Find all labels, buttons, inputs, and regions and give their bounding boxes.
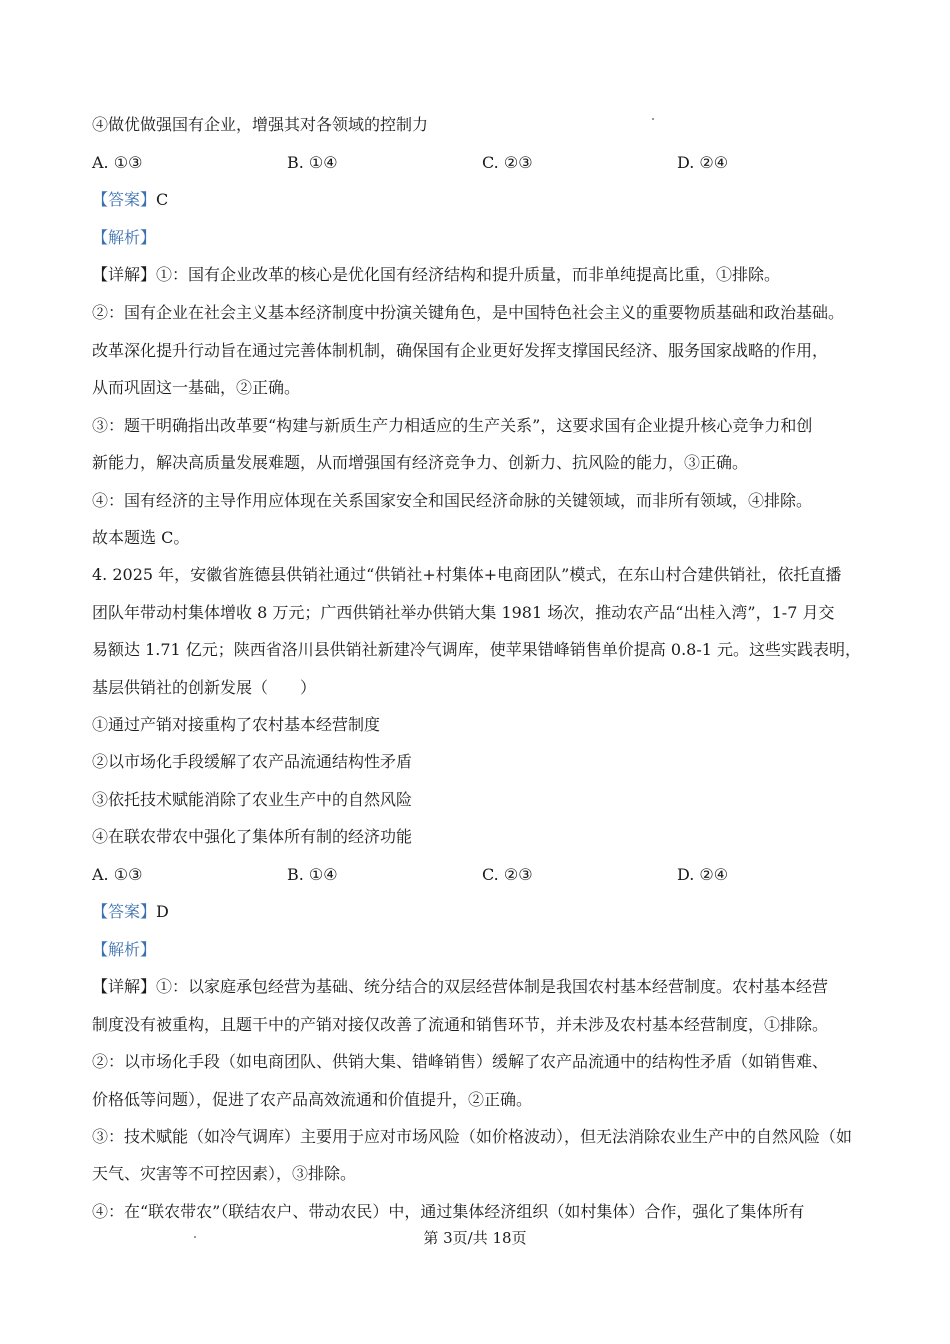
- q4-choice-b: B. ①④: [287, 865, 338, 884]
- speck-mark: [652, 118, 654, 120]
- speck-mark: [194, 1236, 196, 1238]
- detail-text: ①：国有企业改革的核心是优化国有经济结构和提升质量，而非单纯提高比重，①排除。: [156, 265, 781, 284]
- q4-stem-line: 基层供销社的创新发展（ ）: [92, 678, 317, 697]
- q4-stem-line: 团队年带动村集体增收 8 万元；广西供销社举办供销大集 1981 场次，推动农产品“出桂入湾”，1-7 月交: [92, 603, 835, 622]
- q3-detail-line: ②：国有企业在社会主义基本经济制度中扮演关键角色，是中国特色社会主义的重要物质基础和政治基础。: [92, 303, 845, 322]
- q4-choice-d: D. ②④: [677, 865, 729, 884]
- q3-analysis-label: 【解析】: [92, 228, 157, 247]
- q3-conclusion: 故本题选 C。: [92, 528, 190, 547]
- q4-choice-a: A. ①③: [92, 865, 143, 884]
- q4-detail-line: [92, 977, 828, 997]
- q3-detail-line: ④：国有经济的主导作用应体现在关系国家安全和国民经济命脉的关键领域，而非所有领域，④排除。: [92, 491, 813, 510]
- detail-label: 【详解】: [92, 265, 157, 284]
- q3-detail-line: 新能力，解决高质量发展难题，从而增强国有经济竞争力、创新力、抗风险的能力，③正确。: [92, 453, 749, 472]
- q3-answer: [92, 190, 168, 210]
- detail-label: 【详解】: [92, 977, 157, 996]
- page-footer: 第 3页/共 18页: [423, 1229, 527, 1247]
- q4-option-4: ④在联农带农中强化了集体所有制的经济功能: [92, 827, 413, 846]
- answer-value: D: [156, 902, 169, 921]
- q4-detail-line: ③：技术赋能（如冷气调库）主要用于应对市场风险（如价格波动），但无法消除农业生产中的自然风险（如: [92, 1127, 853, 1146]
- q4-answer: [92, 902, 169, 922]
- q4-option-3: ③依托技术赋能消除了农业生产中的自然风险: [92, 790, 413, 809]
- q3-choice-c: C. ②③: [482, 153, 533, 172]
- q4-detail-line: 天气、灾害等不可控因素），③排除。: [92, 1164, 357, 1183]
- detail-text: ①：以家庭承包经营为基础、统分结合的双层经营体制是我国农村基本经营制度。农村基本经营: [156, 977, 829, 996]
- q4-option-1: ①通过产销对接重构了农村基本经营制度: [92, 715, 381, 734]
- q4-detail-line: ④：在“联农带农”（联结农户、带动农民）中，通过集体经济组织（如村集体）合作，强化了集体所有: [92, 1202, 805, 1221]
- q3-detail-line: ③：题干明确指出改革要“构建与新质生产力相适应的生产关系”，这要求国有企业提升核心竞争力和创: [92, 416, 813, 435]
- q3-choice-d: D. ②④: [677, 153, 729, 172]
- q4-stem-line: 易额达 1.71 亿元；陕西省洛川县供销社新建冷气调库，使苹果错峰销售单价提高 0.8-1 元。这些实践表明，: [92, 640, 862, 659]
- q3-detail-line: 改革深化提升行动旨在通过完善体制机制，确保国有企业更好发挥支撑国民经济、服务国家战略的作用，: [92, 341, 829, 360]
- answer-label: 【答案】: [92, 902, 157, 921]
- q3-option-4: ④做优做强国有企业，增强其对各领域的控制力: [92, 115, 429, 134]
- answer-label: 【答案】: [92, 190, 157, 209]
- q3-choice-a: A. ①③: [92, 153, 143, 172]
- q4-detail-line: ②：以市场化手段（如电商团队、供销大集、错峰销售）缓解了农产品流通中的结构性矛盾（如销售难、: [92, 1052, 829, 1071]
- q4-detail-line: 价格低等问题），促进了农产品高效流通和价值提升，②正确。: [92, 1090, 533, 1109]
- q4-stem-line: 4. 2025 年，安徽省旌德县供销社通过“供销社+村集体+电商团队”模式，在东山村合建供销社，依托直播: [92, 565, 842, 584]
- q4-analysis-label: 【解析】: [92, 940, 157, 959]
- answer-value: C: [156, 190, 169, 209]
- q3-detail-line: 从而巩固这一基础，②正确。: [92, 378, 301, 397]
- q4-choice-c: C. ②③: [482, 865, 533, 884]
- q4-detail-line: 制度没有被重构，且题干中的产销对接仅改善了流通和销售环节，并未涉及农村基本经营制度，①排除。: [92, 1015, 829, 1034]
- q3-choice-b: B. ①④: [287, 153, 338, 172]
- q4-option-2: ②以市场化手段缓解了农产品流通结构性矛盾: [92, 752, 413, 771]
- q3-detail-line: [92, 265, 780, 285]
